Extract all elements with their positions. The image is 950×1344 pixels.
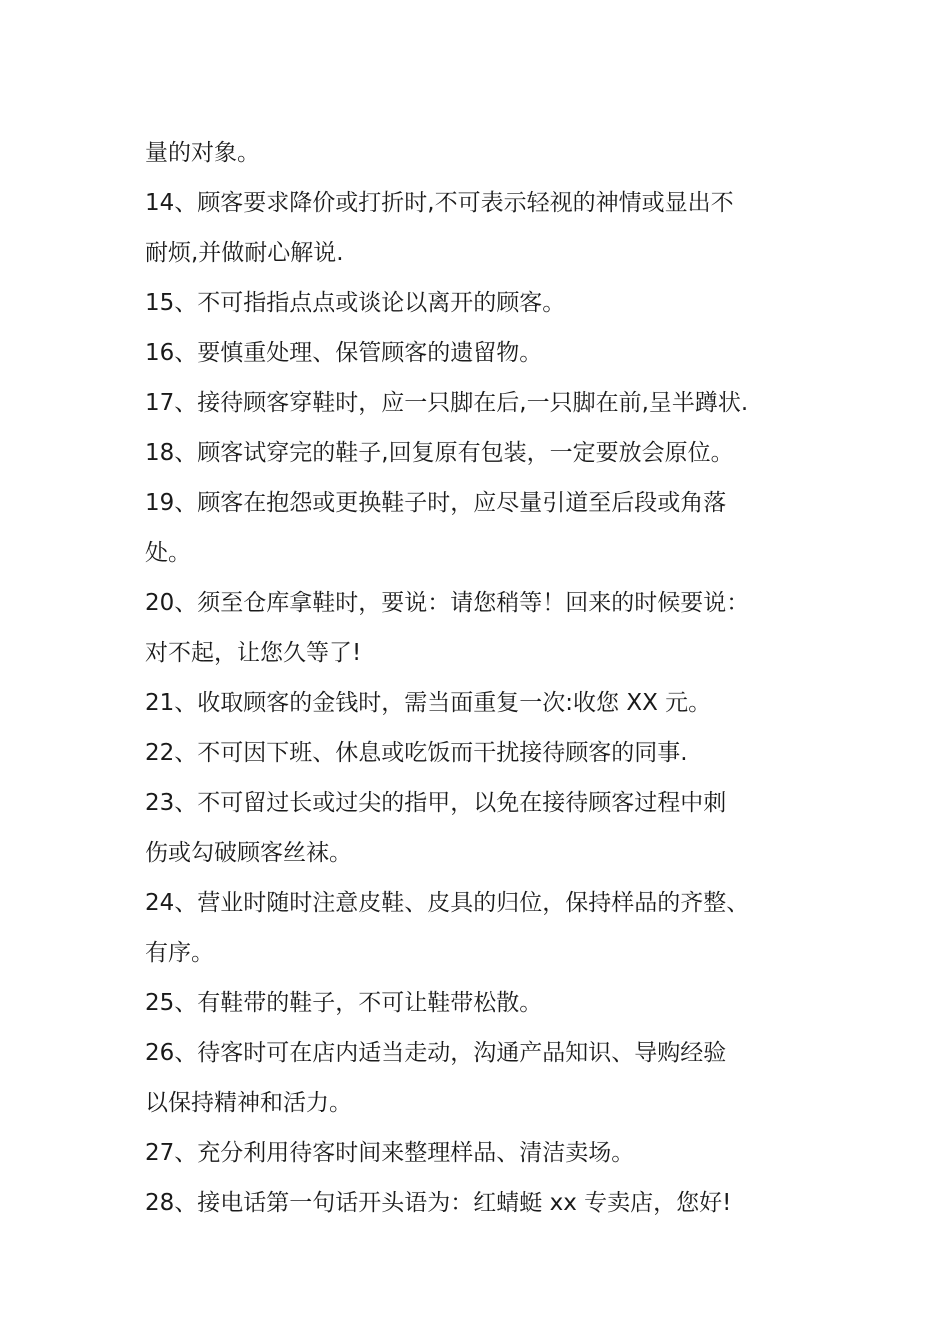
text-line: 以保持精神和活力。 <box>145 1090 352 1116</box>
text-line: 22、不可因下班、休息或吃饭而干扰接待顾客的同事. <box>145 740 688 766</box>
text-line: 24、营业时随时注意皮鞋、皮具的归位，保持样品的齐整、 <box>145 890 750 916</box>
text-line: 有序。 <box>145 940 214 966</box>
text-line: 25、有鞋带的鞋子，不可让鞋带松散。 <box>145 990 543 1016</box>
text-line: 14、顾客要求降价或打折时,不可表示轻视的神情或显出不 <box>145 190 734 216</box>
text-line: 处。 <box>145 540 191 566</box>
text-line: 18、顾客试穿完的鞋子,回复原有包装，一定要放会原位。 <box>145 440 734 466</box>
text-line: 21、收取顾客的金钱时，需当面重复一次:收您 XX 元。 <box>145 690 712 716</box>
text-line: 26、待客时可在店内适当走动，沟通产品知识、导购经验 <box>145 1040 727 1066</box>
text-line: 27、充分利用待客时间来整理样品、清洁卖场。 <box>145 1140 635 1166</box>
text-line: 15、不可指指点点或谈论以离开的顾客。 <box>145 290 566 316</box>
document-body <box>145 128 825 1228</box>
text-line: 耐烦,并做耐心解说. <box>145 240 344 266</box>
text-line: 23、不可留过长或过尖的指甲，以免在接待顾客过程中刺 <box>145 790 727 816</box>
text-line: 16、要慎重处理、保管顾客的遗留物。 <box>145 340 543 366</box>
text-line: 17、接待顾客穿鞋时，应一只脚在后,一只脚在前,呈半蹲状. <box>145 390 749 416</box>
text-line: 伤或勾破顾客丝袜。 <box>145 840 352 866</box>
text-line: 19、顾客在抱怨或更换鞋子时，应尽量引道至后段或角落 <box>145 490 727 516</box>
text-line: 对不起，让您久等了! <box>145 640 362 666</box>
text-line: 20、须至仓库拿鞋时，要说：请您稍等！回来的时候要说： <box>145 590 750 616</box>
text-line: 量的对象。 <box>145 140 260 166</box>
text-line: 28、接电话第一句话开头语为：红蜻蜓 xx 专卖店，您好! <box>145 1190 732 1216</box>
